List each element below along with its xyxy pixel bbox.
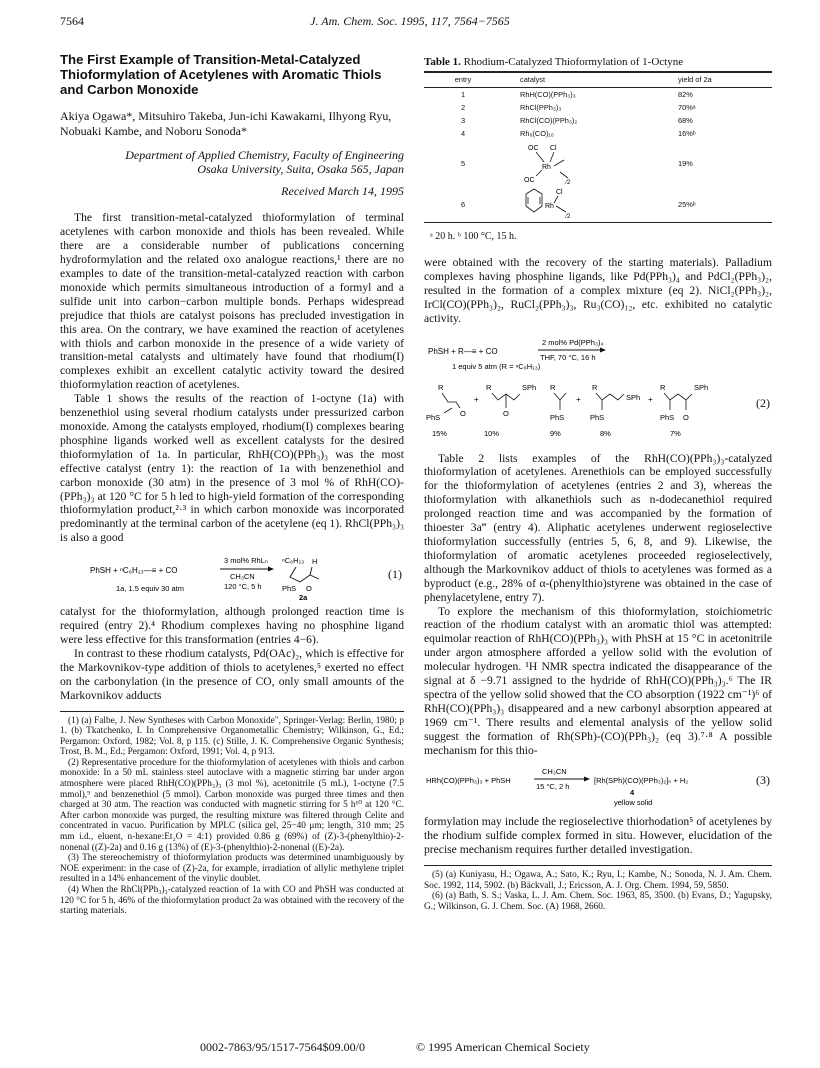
eq2-oxygen: O [503, 408, 509, 418]
body-paragraph: Table 2 lists examples of the RhH(CO)(PPh₃)₃-catalyzed thioformylation of acetylenes. Arenethiols can be employed successfully for the thioformylation of acetylenes (entries 2 and 3), whereas the thioformylation with alkanethiols such as n-dodecanethiol required prolonged reaction time and was accompanied by the formation of thioester 3a‴ (entry 4). Aliphatic acetylenes underwent regioselective thioformylation successfully (entries 5, 6, 8, and 9). Likewise, the thioformylation of aromatic acetylenes proceeded regioselectively, although the Markovnikov adduct of thiols to acetylenes was formed as a byproduct (e.g., 28% of α-(phenylthio)styrene was obtained in the case of phenylacetylene, entry 7). [424, 451, 772, 604]
svg-text:+: + [474, 394, 479, 404]
table-row [424, 140, 772, 186]
eq2-phs-group: PhS [660, 412, 675, 422]
article-code: 0002-7863/95/1517-7564$09.00/0 [200, 1040, 365, 1054]
eq1-product-h: H [312, 557, 318, 567]
equation-number: (1) [388, 567, 402, 582]
eq2-yield: 10% [484, 428, 500, 438]
eq1-conditions: 120 °C, 5 h [224, 582, 262, 592]
table-bottom-rule [424, 222, 772, 223]
equation-number: (2) [756, 395, 770, 410]
table-caption-text: Rhodium-Catalyzed Thioformylation of 1-Octyne [463, 56, 684, 68]
cell-catalyst: RhCl(CO)(PPh₃)₂ [520, 116, 578, 125]
struct-ligand-oc: OC [528, 145, 539, 152]
eq1-product-sph: PhS [282, 584, 297, 594]
footnotes-left [60, 716, 404, 917]
svg-text:⁄2: ⁄2 [566, 180, 571, 184]
table-caption [424, 56, 772, 68]
cell-catalyst: RhCl(PPh₃)₃ [520, 103, 562, 112]
affiliation [60, 148, 404, 176]
footnote: (2) Representative procedure for the thioformylation of acetylenes with thiols and carbon monoxide: In a 50 mL stainless steel autoclave with a magnetic stirring bar under argon atmosphere were placed RhH(CO)(PPh₃)₃ (3 mol %), acetonitrile (5 mL), 1-octyne (7.5 mmol),⁹ and benzenethiol (5 mmol). Carbon monoxide was purged three times and then charged at 30 atm. The reaction was conducted with magnetic stirring for 5 h¹⁰ at 120 °C. After carbon monoxide was purged, the resulting mixture was filtered through Celite and concentrated in vacuo. Purification by MPLC (silica gel, 25−40 μm; length, 310 mm; 25 mm i.d., eluent, n-hexane:Et₂O = 4:1) provided 0.86 g (69%) of (Z)-3-(phenylthio)-2-nonenal ((Z)-2a) and 0.16 g (13%) of (E)-3-(phenylthio)-2-nonenal ((E)-2a). [60, 757, 404, 853]
eq3-product: [Rh(SPh)(CO)(PPh₃)₂]ₙ + H₂ [594, 776, 689, 786]
right-column [424, 56, 772, 913]
eq1-product-alkyl: ⁿC₆H₁₃ [282, 556, 305, 566]
eq2-yield: 9% [550, 428, 561, 438]
equation-3 [424, 765, 772, 809]
cell-entry: 5 [460, 158, 466, 168]
eq2-yield: 15% [432, 428, 448, 438]
footnotes-right [424, 870, 772, 912]
cell-yield: 68% [678, 116, 693, 125]
received-date: Received March 14, 1995 [281, 184, 404, 199]
eq2-reactants: PhSH + R—≡ + CO [428, 346, 498, 356]
struct-metal-rh: Rh [545, 203, 554, 210]
body-paragraph: In contrast to these rhodium catalysts, Pd(OAc)₂, which is effective for the Markovnikov-type addition of thiols to acetylenes,⁵ exerted no effect on the carbonylation (in the presence of CO, only small amounts of the Markovnikov adducts [60, 646, 404, 702]
eq3-product-note: yellow solid [614, 798, 653, 808]
eq2-sph-group: SPh [522, 382, 537, 392]
eq2-r-group: R [486, 382, 492, 392]
eq1-reactant-labels: 1a, 1.5 equiv 30 atm [116, 584, 184, 594]
running-header [60, 14, 760, 30]
cell-yield: 19% [678, 158, 693, 168]
svg-text:+: + [648, 394, 653, 404]
copyright: © 1995 American Chemical Society [416, 1040, 590, 1054]
eq2-phs-group: PhS [550, 412, 565, 422]
table-row [424, 101, 772, 114]
struct-ligand-cl: Cl [550, 145, 557, 152]
eq2-r-group: R [660, 382, 666, 392]
cell-entry: 3 [460, 116, 466, 125]
cell-entry: 6 [460, 199, 466, 209]
footnote: (5) (a) Kuniyasu, H.; Ogawa, A.; Sato, K.; Ryu, I.; Kambe, N.; Sonoda, N. J. Am. Chem. Soc. 1992, 114, 5902. (b) Bäckvall, J.; Ericsson, A. J. Org. Chem. 1994, 59, 5850. [424, 870, 772, 891]
eq2-oxygen: O [683, 412, 689, 422]
eq2-phs-group: PhS [590, 412, 605, 422]
equation-2-scheme [424, 336, 772, 446]
table-row [424, 127, 772, 140]
eq2-sph-group: SPh [694, 382, 709, 392]
svg-text:+: + [576, 394, 581, 404]
eq2-catalyst: 2 mol% Pd(PPh₃)₄ [542, 337, 604, 347]
rhodium-dimer-co-structure [520, 140, 590, 184]
column-header: catalyst [502, 72, 648, 88]
body-paragraph: The first transition-metal-catalyzed thioformylation of terminal acetylenes with carbon monoxide and thiols has been revealed. While there are a considerable number of publications concerning hydroformylation and the related oxo analogue reactions,¹ there are no examples to date of the transition-metal-catalyzed reaction with carbon monoxide which permits simultaneous introduction of a formyl and a sulfide unit into carbon−carbon multiple bonds. Perhaps widespread prejudice that thiols are catalyst poisons has precluded investigation in this area. On the contrary, we have examined the reaction of acetylenes with thiols and carbon monoxide in the presence of a wide variety of transition-metal catalysts and ultimately have found that rhodium(I) complexes exhibit an excellent catalytic activity toward the desired thioformylation reaction of acetylenes. [60, 211, 404, 392]
cell-catalyst-structure [502, 140, 648, 186]
table-caption-label: Table 1. [424, 56, 461, 68]
author-list: Akiya Ogawa*, Mitsuhiro Takeba, Jun-ichi Kawakami, Ilhyong Ryu, Nobuaki Kambe, and Noboru Sonoda* [60, 109, 392, 138]
body-paragraph: Table 1 shows the results of the reaction of 1-octyne (1a) with benzenethiol using several rhodium catalysts under pressurized carbon monoxide. Among the catalysts employed, rhodium(I) complexes bearing phosphine ligands worked well as excellent catalysts for the desired thioformylation of 1a. In particular, RhH(CO)(PPh₃)₃ was the most effective catalyst (entry 1): the reaction of 1a with benzenethiol and carbon monoxide (30 atm) in the presence of 3 mol % of RhH(CO)-(PPh₃)₃ at 120 °C for 5 h led to high-yield formation of the corresponding thioformylation product,²·³ in which carbon monoxide was incorporated predominantly at the terminal carbon of the acetylene (eq 1). RhCl(PPh₃)₃ is also a good [60, 392, 404, 545]
equation-number: (3) [756, 773, 770, 788]
cell-entry: 1 [460, 90, 466, 99]
eq2-reactant-labels: 1 equiv 5 atm (R = ⁿC₆H₁₃) [452, 361, 541, 371]
cell-catalyst: Rh₆(CO)₁₆ [520, 129, 554, 138]
eq2-r-group: R [550, 382, 556, 392]
eq3-product-number: 4 [630, 788, 635, 798]
cell-catalyst-structure [502, 186, 648, 222]
table-row [424, 186, 772, 222]
cell-catalyst: RhH(CO)(PPh₃)₃ [520, 90, 576, 99]
cell-yield: 70%ᵃ [678, 103, 696, 112]
eq2-sph-group: SPh [626, 392, 641, 402]
eq1-product-label: 2a [299, 593, 308, 602]
equation-1-scheme [60, 551, 404, 601]
struct-ligand-cl: Cl [556, 189, 563, 196]
body-paragraph: To explore the mechanism of this thioformylation, stoichiometric reaction of the rhodium catalyst with an aromatic thiol was attempted: equimolar reaction of RhH(CO)(PPh₃)₃ with PhSH at 15 °C in acetonitrile under argon atmosphere afforded a yellow solid with the evolution of molecular hydrogen. ¹H NMR spectra indicated the disappearance of the signal at δ −9.71 assigned to the hydride of RhH(CO)(PPh₃)₃.⁶ The IR spectra of the yellow solid showed that the CO absorption (1922 cm⁻¹)⁶ of RhH(CO)(PPh₃)₃ disappeared and a new carbonyl absorption appeared at 1969 cm⁻¹. There results and elemental analysis of the yellow solid suggest the formation of Rh(SPh)-(CO)(PPh₃)₂ (eq 3).⁷·⁸ A possible mechanism for this thio- [424, 604, 772, 757]
cell-yield: 82% [678, 90, 693, 99]
cell-yield: 16%ᵇ [678, 129, 696, 138]
column-header: yield of 2a [648, 72, 772, 88]
eq1-reactants: PhSH + ⁿC₆H₁₃—≡ + CO [90, 566, 178, 576]
eq1-solvent: CH₃CN [230, 572, 255, 582]
footnote: (4) When the RhCl(PPh₃)₃-catalyzed reaction of 1a with CO and PhSH was conducted at 120 °C for 5 h, 46% of the thioformylation product 2a was obtained with the recovery of the starting materials. [60, 885, 404, 917]
page-number: 7564 [60, 14, 84, 28]
eq2-r-group: R [592, 382, 598, 392]
eq2-yield: 8% [600, 428, 611, 438]
eq3-reactants: HRh(CO)(PPh₃)₃ + PhSH [426, 776, 511, 786]
affiliation-line: Osaka University, Suita, Osaka 565, Japan [197, 162, 404, 177]
eq2-phs-group: PhS [426, 412, 441, 422]
eq2-r-group: R [438, 382, 444, 392]
equation-3-scheme [424, 765, 772, 809]
footnote-separator [60, 711, 404, 712]
footnote: (3) The stereochemistry of thioformylation products was determined unambiguously by NOE experiment: in the case of (Z)-2a, for example, irradiation of allylic methylene triplet resulted in a 14% enhancement of the vinylic doublet. [60, 853, 404, 885]
struct-metal-rh: Rh [542, 164, 551, 171]
article-title: The First Example of Transition-Metal-Catalyzed Thioformylation of Acetylenes with Aromatic Thiols and Carbon Monoxide [60, 52, 382, 97]
cell-entry: 2 [460, 103, 466, 112]
table-1 [424, 71, 772, 222]
rhodium-cod-structure [520, 186, 590, 220]
equation-2 [424, 336, 772, 446]
eq2-conditions: THF, 70 °C, 16 h [540, 352, 596, 362]
eq1-catalyst: 3 mol% RhLₙ [224, 556, 268, 566]
footnote-separator [424, 865, 772, 866]
left-column [60, 52, 404, 917]
body-paragraph: formylation may include the regioselective thiorhodation⁵ of acetylenes by the rhodium sulfide complex formed in situ. However, elucidation of the precise mechanism requires further detailed investigation. [424, 815, 772, 857]
table-row [424, 88, 772, 102]
table-header-row [424, 72, 772, 88]
journal-citation: J. Am. Chem. Soc. 1995, 117, 7564−7565 [310, 14, 510, 28]
eq1-product-o: O [306, 584, 312, 594]
eq3-conditions: 15 °C, 2 h [536, 782, 570, 792]
footnote: (6) (a) Bath, S. S.; Vaska, L. J. Am. Chem. Soc. 1963, 85, 3500. (b) Evans, D.; Yagupsky, G.; Wilkinson, G. J. Chem. Soc. (A) 1968, 2660. [424, 891, 772, 912]
table-row [424, 114, 772, 127]
cell-yield: 25%ᵇ [678, 199, 696, 209]
footnote: (1) (a) Falbe, J. New Syntheses with Carbon Monoxide", Springer-Verlag: Berlin, 1980; p 1. (b) Tkatchenko, I. In Comprehensive Organometallic Chemistry; Wilkinson, G., Ed.; Pergamon: Oxford, 1982; Vol. 8, p 115. (c) Stille, J. K. Comprehensive Organic Synthesis; Trost, B. M., Ed.; Pergamon: Oxford, 1991; Vol. 4, p 913. [60, 715, 404, 758]
body-paragraph: catalyst for the thioformylation, although prolonged reaction time is required (entry 2).⁴ Rhodium complexes having no phosphine ligand were less effective for this transformation (entries 4−6). [60, 605, 404, 646]
column-header: entry [424, 72, 502, 88]
eq2-oxygen: O [460, 408, 466, 418]
svg-text:⁄2: ⁄2 [566, 214, 571, 220]
table-footnote: ᵃ 20 h. ᵇ 100 °C, 15 h. [430, 231, 517, 242]
equation-1 [60, 551, 404, 601]
eq2-yield: 7% [670, 428, 681, 438]
struct-ligand-oc: OC [524, 177, 535, 184]
eq3-solvent: CH₃CN [542, 767, 567, 777]
affiliation-line: Department of Applied Chemistry, Faculty of Engineering [125, 148, 404, 162]
cell-entry: 4 [460, 129, 466, 138]
body-paragraph: were obtained with the recovery of the starting materials). Palladium complexes having phosphine ligands, like Pd(PPh₃)₄ and PdCl₂(PPh₃)₂, resulted in the formation of a complex mixture (eq 2). NiCl₂(PPh₃)₂, IrCl(CO)(PPh₃)₂, RuCl₂(PPh₃)₃, Ru₃(CO)₁₂, etc. exhibited no catalytic activity. [424, 256, 772, 325]
